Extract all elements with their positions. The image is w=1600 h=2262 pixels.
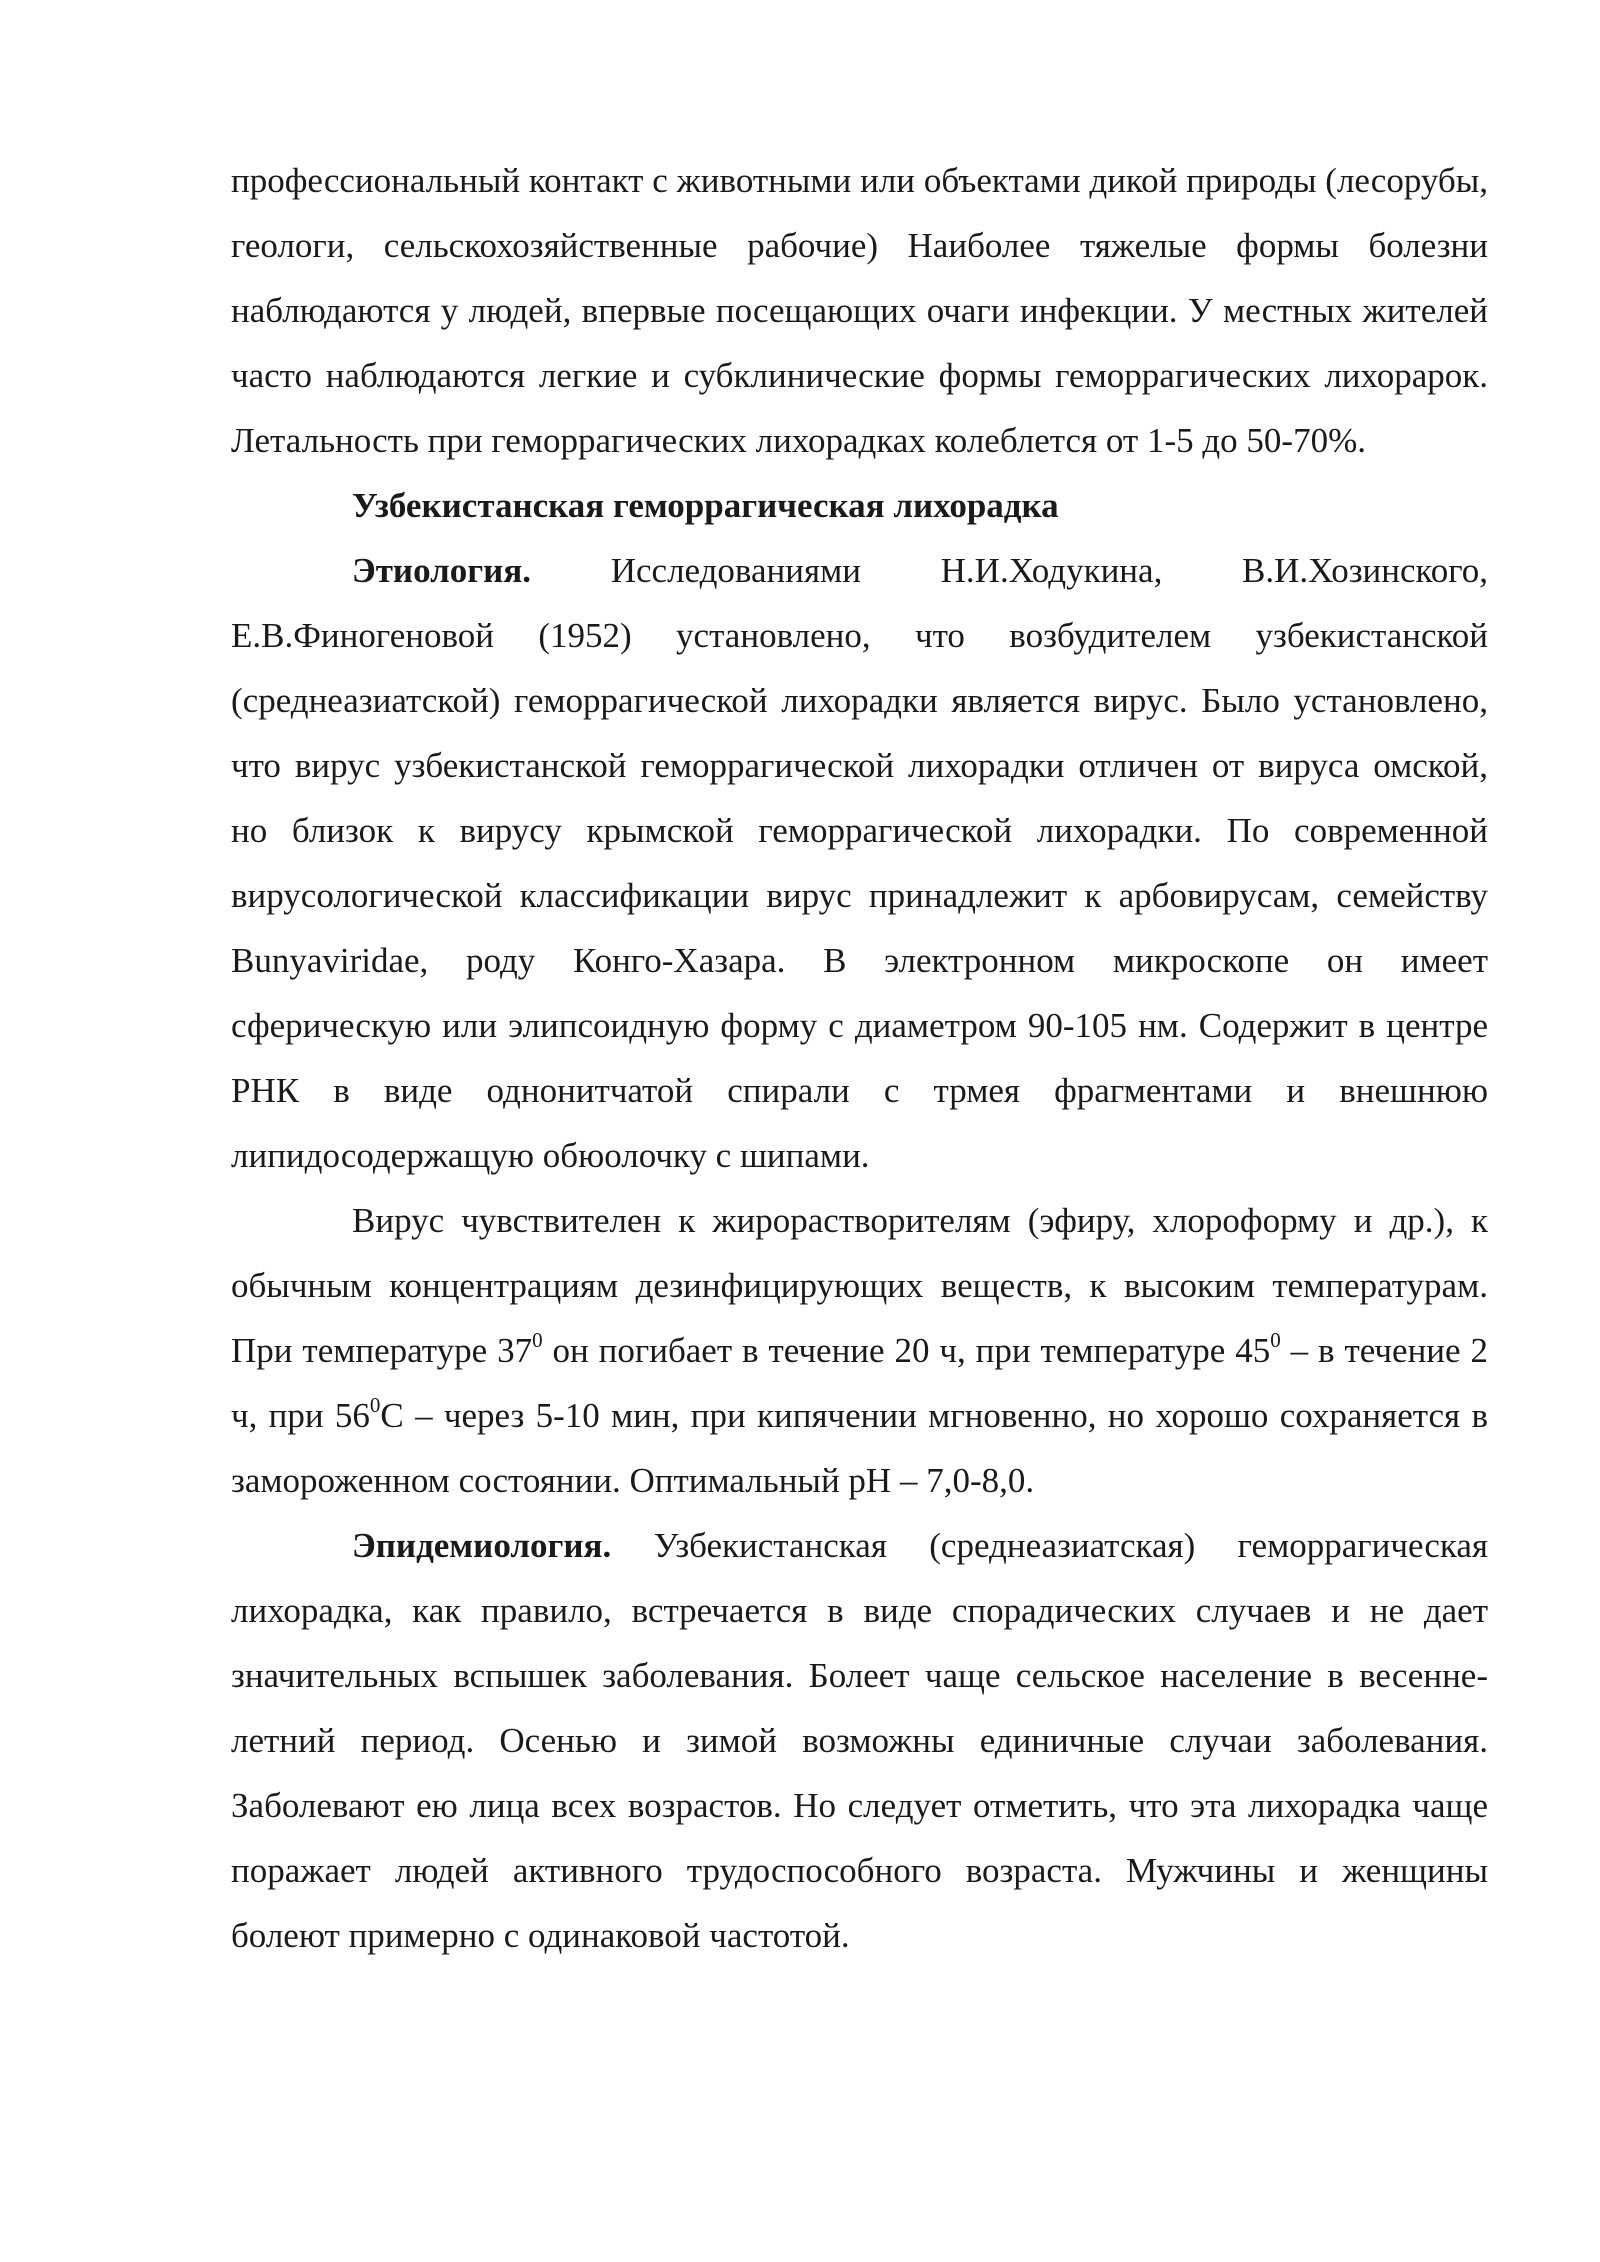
paragraph-text: Узбекистанская (среднеазиатская) геморрагическая лихорадка, как правило, встречается в виде спорадических случаев и не дает значительных вспышек заболевания. Болеет чаще сельское население в весенне-летний период. Осенью и зимой возможны единичные случаи заболевания. Заболевают ею лица всех возрастов. Но следует отметить, что эта лихорадка чаще поражает людей активного трудоспособного возраста. Мужчины и женщины болеют примерно с одинаковой частотой.: [231, 1526, 1488, 1955]
section-heading-text: Узбекистанская геморрагическая лихорадка: [352, 486, 1059, 525]
paragraph-text: профессиональный контакт с животными или объектами дикой природы (лесорубы, геологи, сельскохозяйственные рабочие) Наиболее тяжелые формы болезни наблюдаются у людей, впервые посещающих очаги инфекции. У местных жителей часто наблюдаются легкие и субклинические формы геморрагических лихорарок. Летальность при геморрагических лихорадках колеблется от 1-5 до 50-70%.: [231, 161, 1488, 460]
paragraph-lead-etiology: Этиология.: [352, 551, 532, 590]
paragraph-text-part: – в течение 2 ч, при 56: [231, 1331, 1488, 1435]
paragraph-epidemiology: [231, 1513, 1488, 1968]
paragraph-text-part: Вирус чувствителен к жирорастворителям (эфиру, хлороформу и др.), к обычным концентрациям дезинфицирующих веществ, к высоким температурам. При температуре 37: [231, 1201, 1488, 1370]
paragraph-lead-epidemiology: Эпидемиология.: [352, 1526, 612, 1565]
paragraph-etiology: [231, 538, 1488, 1188]
document-body: [231, 148, 1488, 1968]
section-heading: [231, 473, 1488, 538]
superscript-degree: 0: [1270, 1328, 1281, 1352]
paragraph-intro-continuation: [231, 148, 1488, 473]
paragraph-text: Исследованиями Н.И.Ходукина, В.И.Хозинского, Е.В.Финогеновой (1952) установлено, что возбудителем узбекистанской (среднеазиатской) геморрагической лихорадки является вирус. Было установлено, что вирус узбекистанской геморрагической лихорадки отличен от вируса омской, но близок к вирусу крымской геморрагической лихорадки. По современной вирусологической классификации вирус принадлежит к арбовирусам, семейству Bunyaviridae, роду Конго-Хазара. В электронном микроскопе он имеет сферическую или элипсоидную форму с диаметром 90-105 нм. Содержит в центре РНК в виде однонитчатой спирали с трмея фрагментами и внешнюю липидосодержащую обюолочку с шипами.: [231, 551, 1488, 1175]
paragraph-text-part: С – через 5-10 мин, при кипячении мгновенно, но хорошо сохраняется в замороженном состоянии. Оптимальный рН – 7,0-8,0.: [231, 1396, 1488, 1500]
paragraph-text-part: он погибает в течение 20 ч, при температуре 45: [542, 1331, 1271, 1370]
superscript-degree: 0: [532, 1328, 543, 1352]
paragraph-virus-resistance: [231, 1188, 1488, 1513]
superscript-degree: 0: [369, 1393, 381, 1417]
